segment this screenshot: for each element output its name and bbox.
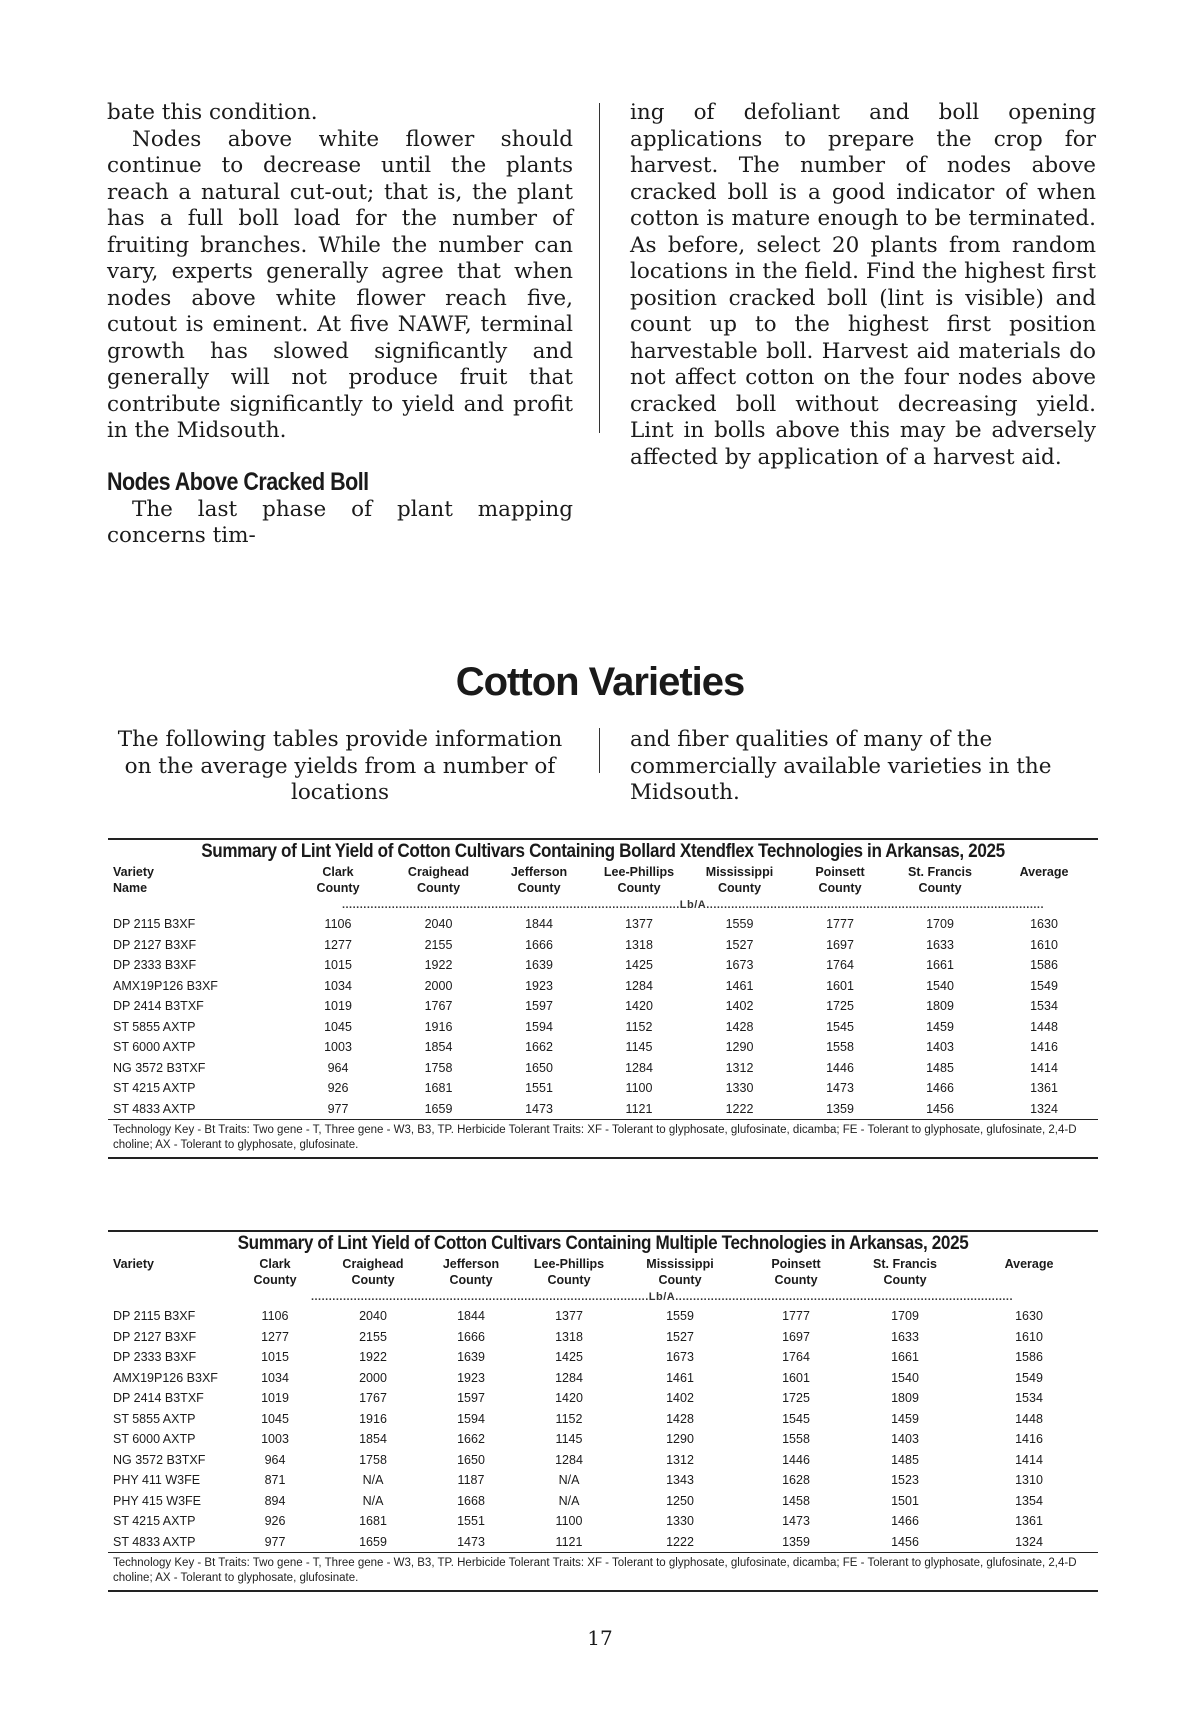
intro-divider	[599, 728, 600, 773]
yield-value: 926	[264, 1514, 286, 1529]
yield-value: 1767	[424, 999, 453, 1014]
right-paragraph-1: ing of defoliant and boll opening applications to prepare the crop for harvest. The number of nodes above cracked boll is a good indicator of when cotton is mature enough to be terminated. As before, select 20 plants from random locations in the field. Find the highest first position cracked boll (lint is visible) and count up to the highest first position harvestable boll. Harvest aid materials do not affect cotton on the four nodes above cracked boll without decreasing yield. Lint in bolls above this may be adversely affected by application of a harvest aid.	[630, 100, 1096, 470]
yield-value: 1446	[782, 1452, 810, 1467]
yield-value: 2000	[424, 978, 453, 993]
table-row	[108, 1491, 1098, 1512]
yield-value: 1100	[555, 1514, 583, 1529]
yield-value: 1045	[261, 1411, 289, 1426]
variety-name: DP 2115 B3XF	[113, 1309, 196, 1324]
yield-value: 1152	[555, 1411, 583, 1426]
yield-value: 1501	[891, 1493, 919, 1508]
yield-value: 1003	[261, 1432, 289, 1447]
table-row	[108, 1368, 1098, 1389]
yield-value: 1015	[324, 958, 352, 973]
intro-right-text: and fiber qualities of many of the commercially available varieties in the Midsouth.	[630, 727, 1052, 805]
yield-value: 1666	[525, 937, 553, 952]
yield-value: 2040	[424, 917, 453, 932]
yield-value: 1659	[424, 1101, 453, 1116]
yield-value: 1764	[826, 958, 854, 973]
yield-value: 1545	[782, 1411, 810, 1426]
column-header: Average	[1004, 1257, 1054, 1271]
yield-value: 1659	[359, 1534, 387, 1549]
yield-value: 1402	[666, 1391, 694, 1406]
yield-value: 1414	[1015, 1452, 1043, 1467]
yield-value: 1586	[1030, 958, 1058, 973]
yield-value: 1758	[359, 1452, 387, 1467]
yield-value: 1549	[1030, 978, 1058, 993]
yield-value: 1485	[891, 1452, 919, 1467]
yield-value: 1284	[555, 1452, 583, 1467]
unit-label: ...............................................................................................Lb/A...............................................................................................	[310, 1291, 1014, 1303]
yield-value: 1527	[666, 1329, 694, 1344]
table-title: Summary of Lint Yield of Cotton Cultivars Containing Multiple Technologies in Arkansas, 2025	[237, 1233, 969, 1254]
left-paragraph-2: Nodes above white flower should continue to decrease until the plants reach a natural cut-out; that is, the plant has a full boll load for the number of fruiting branches. While the number can vary, experts generally agree that when nodes above white flower reach five, cutout is eminent. At five NAWF, terminal growth has slowed significantly and generally will not produce fruit that contribute significantly to yield and profit in the Midsouth.	[107, 126, 573, 443]
column-header: Clark County	[316, 865, 360, 895]
table-row	[108, 1037, 1098, 1058]
yield-value: 1767	[359, 1391, 387, 1406]
column-header: Jefferson County	[510, 865, 568, 895]
yield-value: 1416	[1015, 1432, 1043, 1447]
yield-value: 1318	[625, 937, 653, 952]
variety-name: DP 2414 B3TXF	[113, 1391, 204, 1406]
yield-value: 1844	[525, 917, 553, 932]
variety-name: PHY 411 W3FE	[113, 1473, 201, 1488]
column-header: Jefferson County	[442, 1257, 500, 1287]
left-paragraph-1: bate this condition.	[107, 100, 318, 125]
unit-label: ...............................................................................................Lb/A...............................................................................................	[341, 899, 1045, 911]
yield-value: 1586	[1015, 1350, 1043, 1365]
yield-value: 1558	[826, 1040, 854, 1055]
yield-value: 1324	[1030, 1101, 1058, 1116]
yield-value: 1668	[457, 1493, 485, 1508]
yield-value: 1681	[359, 1514, 387, 1529]
yield-value: 1545	[826, 1019, 854, 1034]
yield-value: 1145	[555, 1432, 583, 1447]
yield-value: 1324	[1015, 1534, 1043, 1549]
variety-name: AMX19P126 B3XF	[113, 978, 218, 993]
yield-value: 1661	[891, 1350, 919, 1365]
yield-value: 1923	[525, 978, 553, 993]
variety-name: DP 2414 B3TXF	[113, 999, 204, 1014]
yield-value: 1639	[525, 958, 553, 973]
right-column	[630, 100, 1096, 471]
yield-value: 1540	[891, 1370, 919, 1385]
yield-value: 964	[264, 1452, 286, 1467]
yield-value: 1310	[1015, 1473, 1043, 1488]
yield-value: 1402	[725, 999, 754, 1014]
yield-value: 2155	[424, 937, 453, 952]
yield-value: 1916	[424, 1019, 453, 1034]
yield-value: 1034	[261, 1370, 289, 1385]
table-row	[108, 1306, 1098, 1327]
variety-name: ST 4833 AXTP	[113, 1101, 196, 1116]
yield-value: 1277	[324, 937, 352, 952]
section-subheading: Nodes Above Cracked Boll	[107, 467, 369, 496]
yield-value: 1534	[1030, 999, 1058, 1014]
yield-value: 1354	[1015, 1493, 1043, 1508]
yield-value: 1681	[424, 1081, 453, 1096]
table-row	[108, 1078, 1098, 1099]
yield-value: 1551	[525, 1081, 553, 1096]
variety-name: ST 6000 AXTP	[113, 1432, 196, 1447]
yield-value: 1019	[324, 999, 352, 1014]
variety-name: PHY 415 W3FE	[113, 1493, 202, 1508]
yield-value: 1662	[457, 1432, 485, 1447]
yield-value: 1100	[625, 1081, 653, 1096]
yield-value: 1428	[666, 1411, 694, 1426]
yield-value: 1673	[666, 1350, 694, 1365]
yield-value: 1250	[666, 1493, 694, 1508]
table-row	[108, 1388, 1098, 1409]
variety-name: ST 4215 AXTP	[113, 1081, 196, 1096]
yield-value: 1284	[555, 1370, 583, 1385]
yield-value: 2000	[359, 1370, 387, 1385]
yield-value: 1106	[324, 917, 352, 932]
column-header: St. Francis County	[873, 1257, 937, 1287]
yield-value: 1473	[525, 1101, 553, 1116]
yield-value: 1597	[525, 999, 553, 1014]
intro-right	[630, 727, 1096, 807]
yield-value: 1922	[359, 1350, 387, 1365]
yield-value: 1187	[457, 1473, 485, 1488]
yield-value: 1377	[625, 917, 653, 932]
technology-key: Technology Key - Bt Traits: Two gene - T, Three gene - W3, B3, TP. Herbicide Tolerant Traits: XF - Tolerant to glyphosate, glufosinate, dicamba; FE - Tolerant to glyphosate, glufosinate, 2,4-D choline; AX - Tolerant to glyphosate, glufosinate.	[113, 1124, 1077, 1151]
yield-value: 1485	[926, 1060, 954, 1075]
page-number: 17	[587, 1626, 613, 1650]
yield-value: 1003	[324, 1040, 352, 1055]
yield-value: 1377	[555, 1309, 583, 1324]
yield-value: N/A	[362, 1493, 384, 1508]
table-row	[108, 1327, 1098, 1348]
yield-value: 1359	[826, 1101, 854, 1116]
yield-value: 1222	[666, 1534, 694, 1549]
column-header: Craighead County	[342, 1257, 404, 1287]
variety-name: DP 2127 B3XF	[113, 1329, 197, 1344]
yield-value: 1610	[1015, 1329, 1043, 1344]
yield-value: 1284	[625, 978, 653, 993]
yield-value: 964	[327, 1060, 349, 1075]
variety-name: ST 4833 AXTP	[113, 1534, 196, 1549]
yield-value: 1777	[782, 1309, 810, 1324]
page-title: Cotton Varieties	[455, 660, 745, 704]
yield-value: 1630	[1030, 917, 1058, 932]
yield-value: 1446	[826, 1060, 854, 1075]
yield-value: 2155	[359, 1329, 387, 1344]
yield-value: 1844	[457, 1309, 485, 1324]
yield-value: 1403	[926, 1040, 954, 1055]
table-row	[108, 914, 1098, 935]
yield-value: 1559	[666, 1309, 694, 1324]
yield-value: 1922	[424, 958, 453, 973]
yield-value: 1725	[782, 1391, 810, 1406]
yield-value: 1312	[725, 1060, 754, 1075]
yield-value: 1420	[625, 999, 653, 1014]
yield-value: 1473	[826, 1081, 854, 1096]
table-row	[108, 1347, 1098, 1368]
column-header: Poinsett County	[771, 1257, 821, 1287]
yield-value: 1428	[725, 1019, 754, 1034]
column-header: Clark County	[253, 1257, 297, 1287]
column-header: Variety Name	[113, 865, 155, 895]
yield-value: 1466	[926, 1081, 954, 1096]
yield-value: 1318	[555, 1329, 583, 1344]
yield-value: 1458	[782, 1493, 810, 1508]
yield-value: 1466	[891, 1514, 919, 1529]
variety-name: AMX19P126 B3XF	[113, 1370, 218, 1385]
yield-value: 1709	[891, 1309, 919, 1324]
yield-value: 1045	[324, 1019, 352, 1034]
yield-value: 1416	[1030, 1040, 1058, 1055]
yield-value: N/A	[558, 1493, 580, 1508]
yield-value: 1916	[359, 1411, 387, 1426]
yield-value: 1473	[782, 1514, 810, 1529]
yield-value: 1473	[457, 1534, 485, 1549]
yield-value: 1854	[359, 1432, 387, 1447]
technology-key: Technology Key - Bt Traits: Two gene - T, Three gene - W3, B3, TP. Herbicide Tolerant Traits: XF - Tolerant to glyphosate, glufosinate, dicamba; FE - Tolerant to glyphosate, glufosinate, 2,4-D choline; AX - Tolerant to glyphosate, glufosinate.	[113, 1557, 1077, 1584]
table-row	[108, 935, 1098, 956]
yield-value: 1777	[826, 917, 854, 932]
yield-value: 1290	[666, 1432, 694, 1447]
yield-value: 1673	[725, 958, 754, 973]
intro-left	[107, 727, 573, 807]
yield-value: 1448	[1015, 1411, 1043, 1426]
yield-value: 1461	[666, 1370, 694, 1385]
intro-left-text: The following tables provide information on the average yields from a number of locations	[117, 727, 563, 805]
yield-value: 1697	[826, 937, 854, 952]
yield-value: 1523	[891, 1473, 919, 1488]
variety-name: NG 3572 B3TXF	[113, 1452, 206, 1467]
yield-value: 1461	[725, 978, 754, 993]
yield-value: 1601	[826, 978, 854, 993]
yield-value: 1290	[725, 1040, 754, 1055]
yield-value: 977	[264, 1534, 286, 1549]
variety-name: DP 2333 B3XF	[113, 958, 197, 973]
table-row	[108, 955, 1098, 976]
column-header: Mississippi County	[705, 865, 774, 895]
left-paragraph-3: The last phase of plant mapping concerns tim-	[107, 496, 573, 548]
yield-value: 1459	[891, 1411, 919, 1426]
yield-value: 1559	[725, 917, 754, 932]
yield-value: 871	[264, 1473, 286, 1488]
table-row	[108, 1470, 1098, 1491]
yield-value: 1420	[555, 1391, 583, 1406]
table-title: Summary of Lint Yield of Cotton Cultivars Containing Bollard Xtendflex Technologies in Arkansas, 2025	[201, 841, 1005, 862]
yield-value: 1361	[1015, 1514, 1043, 1529]
table-row	[108, 996, 1098, 1017]
yield-value: N/A	[362, 1473, 384, 1488]
yield-value: 1015	[261, 1350, 289, 1365]
yield-value: 1854	[424, 1040, 453, 1055]
yield-value: 1650	[525, 1060, 553, 1075]
yield-value: 1650	[457, 1452, 485, 1467]
yield-value: 1628	[782, 1473, 810, 1488]
yield-value: 1456	[926, 1101, 954, 1116]
yield-value: 1697	[782, 1329, 810, 1344]
column-header: Lee-Phillips County	[533, 1257, 605, 1287]
column-header: St. Francis County	[908, 865, 972, 895]
yield-value: 1414	[1030, 1060, 1058, 1075]
table-row	[108, 1532, 1098, 1553]
yield-value: 1330	[725, 1081, 754, 1096]
yield-value: 1034	[324, 978, 352, 993]
variety-name: ST 5855 AXTP	[113, 1019, 196, 1034]
column-header: Poinsett County	[815, 865, 865, 895]
yield-value: 1343	[666, 1473, 694, 1488]
table-row	[108, 1099, 1098, 1120]
yield-value: N/A	[558, 1473, 580, 1488]
variety-name: ST 4215 AXTP	[113, 1514, 196, 1529]
yield-value: 1425	[625, 958, 653, 973]
yield-value: 1152	[625, 1019, 653, 1034]
yield-value: 1330	[666, 1514, 694, 1529]
table-row	[108, 1058, 1098, 1079]
variety-name: ST 5855 AXTP	[113, 1411, 196, 1426]
yield-value: 926	[327, 1081, 349, 1096]
yield-value: 1662	[525, 1040, 553, 1055]
yield-value: 1764	[782, 1350, 810, 1365]
yield-value: 1597	[457, 1391, 485, 1406]
yield-value: 977	[327, 1101, 349, 1116]
yield-value: 1594	[457, 1411, 485, 1426]
column-header: Craighead County	[407, 865, 470, 895]
yield-value: 1551	[457, 1514, 485, 1529]
yield-value: 1534	[1015, 1391, 1043, 1406]
table-row	[108, 1429, 1098, 1450]
column-divider	[599, 103, 600, 433]
yield-value: 1666	[457, 1329, 485, 1344]
column-header: Average	[1019, 865, 1069, 879]
yield-value: 1277	[261, 1329, 289, 1344]
variety-name: NG 3572 B3TXF	[113, 1060, 206, 1075]
yield-value: 1540	[926, 978, 954, 993]
yield-value: 1923	[457, 1370, 485, 1385]
yield-value: 1456	[891, 1534, 919, 1549]
yield-value: 1558	[782, 1432, 810, 1447]
yield-value: 1106	[261, 1309, 289, 1324]
column-header: Lee-Phillips County	[603, 865, 675, 895]
yield-value: 1359	[782, 1534, 810, 1549]
yield-value: 1809	[926, 999, 954, 1014]
yield-value: 1594	[525, 1019, 553, 1034]
yield-value: 1639	[457, 1350, 485, 1365]
yield-value: 1633	[926, 937, 954, 952]
yield-value: 1121	[555, 1534, 583, 1549]
yield-value: 1661	[926, 958, 954, 973]
table-row	[108, 1450, 1098, 1471]
yield-value: 1459	[926, 1019, 954, 1034]
yield-value: 1312	[666, 1452, 694, 1467]
yield-value: 894	[264, 1493, 286, 1508]
yield-table-xtendflex	[108, 838, 1098, 1159]
table-row	[108, 1511, 1098, 1532]
yield-table-multiple	[108, 1230, 1098, 1592]
variety-name: DP 2333 B3XF	[113, 1350, 197, 1365]
yield-value: 1448	[1030, 1019, 1058, 1034]
yield-value: 1630	[1015, 1309, 1043, 1324]
variety-name: ST 6000 AXTP	[113, 1040, 196, 1055]
yield-value: 1633	[891, 1329, 919, 1344]
yield-value: 1610	[1030, 937, 1058, 952]
yield-value: 1725	[826, 999, 854, 1014]
yield-value: 1601	[782, 1370, 810, 1385]
yield-value: 1758	[424, 1060, 453, 1075]
yield-value: 1145	[625, 1040, 653, 1055]
yield-value: 1709	[926, 917, 954, 932]
yield-value: 1549	[1015, 1370, 1043, 1385]
yield-value: 2040	[359, 1309, 387, 1324]
yield-value: 1403	[891, 1432, 919, 1447]
left-column	[107, 100, 573, 550]
variety-name: DP 2115 B3XF	[113, 917, 196, 932]
table-row	[108, 976, 1098, 997]
yield-value: 1121	[625, 1101, 653, 1116]
column-header: Variety	[113, 1257, 155, 1271]
yield-value: 1527	[725, 937, 754, 952]
yield-value: 1222	[725, 1101, 754, 1116]
yield-value: 1425	[555, 1350, 583, 1365]
variety-name: DP 2127 B3XF	[113, 937, 197, 952]
table-row	[108, 1017, 1098, 1038]
yield-value: 1019	[261, 1391, 289, 1406]
yield-value: 1809	[891, 1391, 919, 1406]
yield-value: 1284	[625, 1060, 653, 1075]
table-row	[108, 1409, 1098, 1430]
yield-value: 1361	[1030, 1081, 1058, 1096]
column-header: Mississippi County	[646, 1257, 714, 1287]
